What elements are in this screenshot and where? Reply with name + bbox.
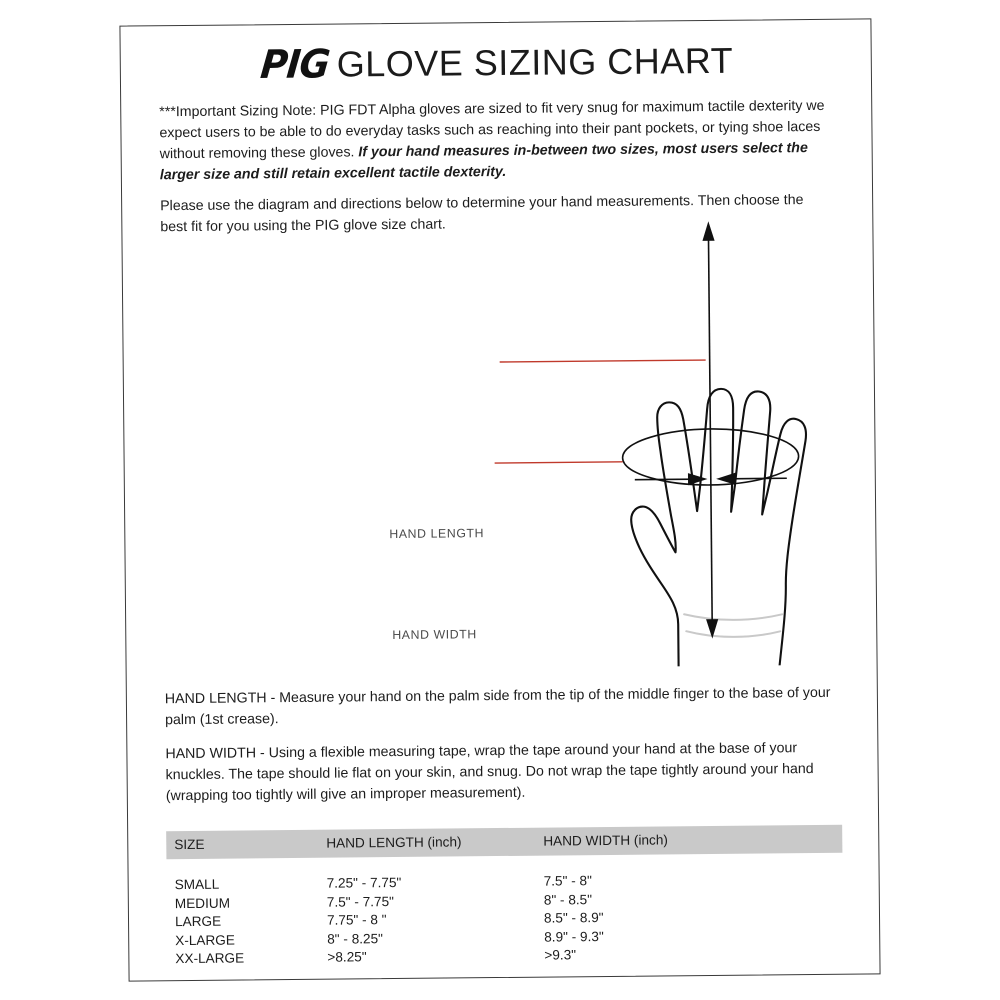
cell-size: XX-LARGE [175, 950, 245, 967]
brand-logo: PIG [258, 41, 331, 88]
cell-hand-width: >9.3" [544, 947, 577, 963]
cell-hand-length: 8" - 8.25" [327, 930, 384, 947]
directions-line-2: the best fit for you using the PIG glove size chart. [160, 192, 804, 236]
hand-illustration-svg [242, 215, 866, 671]
note-line-3-plain: shoe laces without removing these gloves. [159, 118, 821, 163]
callout-label-hand-width: HAND WIDTH [392, 627, 477, 643]
important-sizing-note [159, 96, 850, 187]
cell-hand-width: 7.5" - 8" [543, 873, 592, 889]
cell-hand-width: 8.5" - 8.9" [543, 910, 604, 926]
page-title [121, 37, 873, 87]
note-line-2: we expect users to be able to do everyday tasks such as reaching into their pant pockets, or tying [159, 97, 825, 142]
cell-size: X-LARGE [175, 932, 235, 948]
hand-width-desc-text: - Using a flexible measuring tape, wrap the tape around your hand at the base of your knuckles. The tape should lie flat on your skin, and snug. Do not wrap the tape tightly around your hand (wrapping too tightly will give an improper measurement). [165, 740, 814, 805]
hand-diagram [242, 215, 866, 671]
column-header-size: SIZE [174, 836, 205, 853]
cell-hand-length: 7.75" - 8 " [326, 912, 387, 928]
column-header-hand-length: HAND LENGTH (inch) [326, 834, 462, 851]
title-text: GLOVE SIZING CHART [336, 39, 734, 85]
table-body [166, 853, 843, 967]
note-line-4-bold: users select the larger size and still retain excellent tactile dexterity. [159, 140, 808, 184]
cell-size: SMALL [174, 876, 220, 893]
column-header-hand-width: HAND WIDTH (inch) [543, 832, 668, 849]
cell-hand-width: 8" - 8.5" [543, 891, 593, 908]
note-line-1: ***Important Sizing Note: PIG FDT Alpha gloves are sized to fit very snug for maximum tactile dexterity [159, 98, 803, 121]
cell-size: MEDIUM [174, 895, 231, 911]
directions-line-1: Please use the diagram and directions below to determine your hand measurements. Then choose [160, 192, 780, 215]
size-chart-table [166, 825, 843, 967]
cell-hand-length: 7.5" - 7.75" [326, 893, 395, 910]
hand-length-desc-title: HAND LENGTH [164, 690, 267, 708]
note-line-3-bold: If your hand measures in-between two sizes, most [358, 141, 697, 161]
hand-width-desc-title: HAND WIDTH [165, 745, 257, 763]
hand-width-description [165, 738, 846, 808]
cell-hand-width: 8.9" - 9.3" [544, 928, 604, 945]
hand-length-desc-text: - Measure your hand on the palm side from the tip of the middle finger to the base of your palm (1st crease). [165, 684, 831, 729]
cell-size: LARGE [174, 913, 222, 930]
callout-label-hand-length: HAND LENGTH [389, 526, 485, 542]
cell-hand-length: >8.25" [327, 949, 367, 965]
hand-length-description [165, 683, 845, 732]
chart-sheet [119, 18, 880, 981]
cell-hand-length: 7.25" - 7.75" [326, 874, 402, 891]
